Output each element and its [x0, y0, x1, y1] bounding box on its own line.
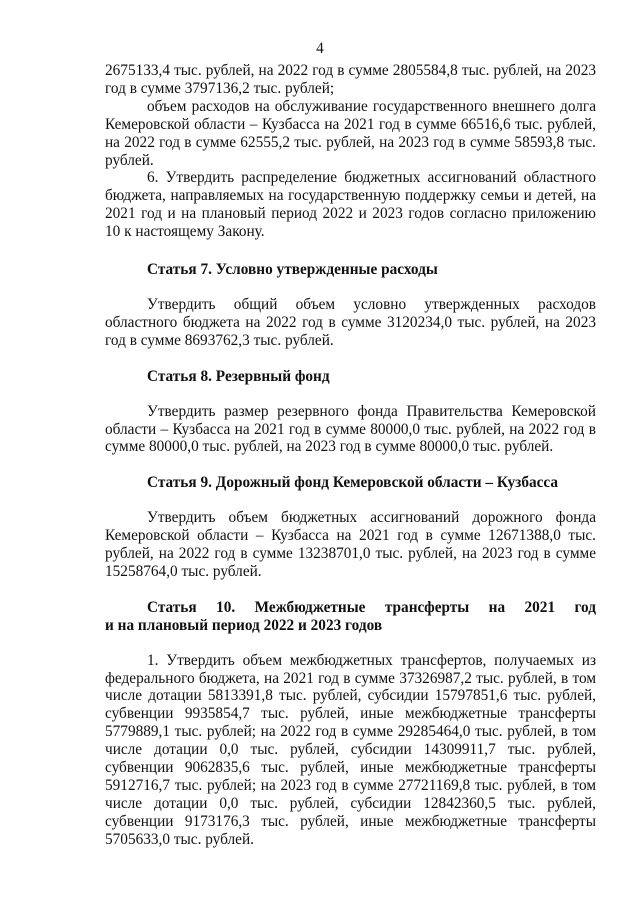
paragraph-debt-service: объем расходов на обслуживание государственного внешнего долга Кемеровской области – Кузбасса на 2021 год в сумме 66516,6 тыс. рублей, на 2022 год в сумме 62555,2 тыс. рублей, на 2023 год в сумме 58593,8 тыс. рублей. [105, 97, 596, 169]
article-8-heading: Статья 8. Резервный фонд [147, 367, 330, 385]
paragraph-family-support: 6. Утвердить распределение бюджетных ассигнований областного бюджета, направляемых на государственную поддержку семьи и детей, на 2021 год и на плановый период 2022 и 2023 годов согласно приложению 10 к настоящему Закону. [105, 169, 596, 241]
article-9-text: Утвердить объем бюджетных ассигнований дорожного фонда Кемеровской области – Кузбасса на 2021 год в сумме 12671388,0 тыс. рублей, на 2022 год в сумме 13238701,0 тыс. рублей, на 2023 год в сумме 15258764,0 тыс. рублей. [105, 509, 596, 580]
article-7-heading: Статья 7. Условно утвержденные расходы [147, 261, 438, 279]
article-7-text: Утвердить общий объем условно утвержденных расходов областного бюджета на 2022 год в сумме 3120234,0 тыс. рублей, на 2023 год в сумме 8693762,3 тыс. рублей. [105, 295, 596, 349]
article-9-heading: Статья 9. Дорожный фонд Кемеровской области – Кузбасса [147, 474, 559, 492]
article-10-heading [105, 599, 596, 635]
document-body [105, 62, 596, 849]
page-number: 4 [316, 40, 324, 57]
article-10-heading-line-2: и на плановый период 2022 и 2023 годов [105, 616, 383, 634]
paragraph-continuation: 2675133,4 тыс. рублей, на 2022 год в сумме 2805584,8 тыс. рублей, на 2023 год в сумме 3797136,2 тыс. рублей; [105, 62, 596, 97]
article-8-text: Утвердить размер резервного фонда Правительства Кемеровской области – Кузбасса на 2021 год в сумме 80000,0 тыс. рублей, на 2022 год в сумме 80000,0 тыс. рублей, на 2023 год в сумме 80000,0 тыс. рублей. [105, 402, 596, 456]
article-10-text: 1. Утвердить объем межбюджетных трансфертов, получаемых из федерального бюджета, на 2021 год в сумме 37326987,2 тыс. рублей, в том числе дотации 5813391,8 тыс. рублей, субсидии 15797851,6 тыс. рублей, субвенции 9935854,7 тыс. рублей, иные межбюджетные трансферты 5779889,1 тыс. рублей; на 2022 год в сумме 29285464,0 тыс. рублей, в том числе дотации 0,0 тыс. рублей, субсидии 14309911,7 тыс. рублей, субвенции 9062835,6 тыс. рублей, иные межбюджетные трансферты 5912716,7 тыс. рублей; на 2023 год в сумме 27721169,8 тыс. рублей, в том числе дотации 0,0 тыс. рублей, субсидии 12842360,5 тыс. рублей, субвенции 9173176,3 тыс. рублей, иные межбюджетные трансферты 5705633,0 тыс. рублей. [105, 651, 596, 848]
article-10-heading-line-1: Статья 10. Межбюджетные трансферты на 2021 год [147, 598, 596, 616]
